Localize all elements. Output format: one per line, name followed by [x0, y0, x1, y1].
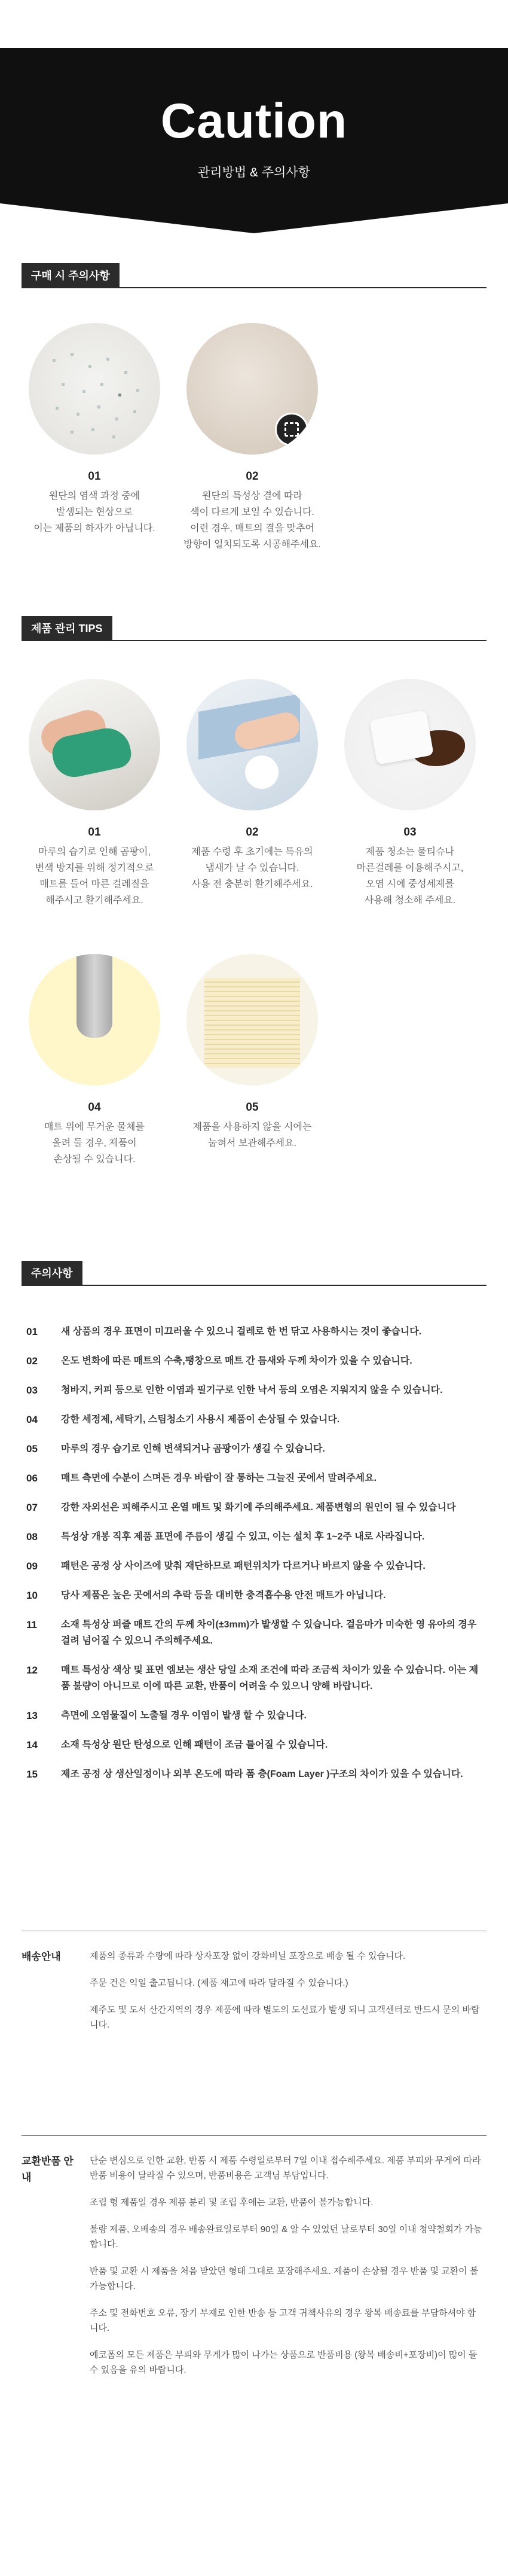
purchase-num-2: 02	[246, 470, 259, 483]
cleaning-image	[29, 679, 160, 810]
caution-item-text: 매트 특성상 색상 및 표면 엠보는 생산 당일 소재 조건에 따라 조금씩 차이가 있을 수 있습니다. 이는 제품 불량이 아니므로 이에 따른 교환, 반품이 어려울 수 있으니 양해 바랍니다.	[61, 1665, 479, 1691]
page-title: Caution	[160, 94, 348, 148]
caution-item	[26, 1382, 486, 1398]
caution-item-number: 05	[26, 1443, 38, 1455]
caution-item-text: 측면에 오염물질이 노출될 경우 이염이 발생 할 수 있습니다.	[61, 1711, 307, 1721]
care-desc-2: 제품 수령 후 초기에는 특유의 냄새가 날 수 있습니다. 사용 전 충분히 환기해주세요.	[191, 847, 313, 889]
caution-item-number: 04	[26, 1414, 38, 1425]
caution-item	[26, 1587, 486, 1603]
caution-item-text: 온도 변화에 따른 매트의 수축,팽창으로 매트 간 틈새와 두께 차이가 있을 수 있습니다.	[61, 1356, 412, 1366]
caution-item	[26, 1324, 486, 1340]
returns-para: 불량 제품, 오배송의 경우 배송완료일로부터 90일 & 알 수 있었던 날로부터 30일 이내 청약철회가 가능합니다.	[90, 2224, 482, 2249]
page-subtitle: 관리방법 & 주의사항	[198, 166, 310, 179]
care-card-1	[20, 679, 169, 909]
caution-item	[26, 1737, 486, 1753]
purchase-desc-2: 원단의 특성상 결에 따라 색이 다르게 보일 수 있습니다. 이런 경우, 매트의 결을 맞추어 방향이 일치되도록 시공해주세요.	[183, 491, 321, 550]
caution-item-number: 09	[26, 1560, 38, 1572]
air-icon	[245, 755, 279, 789]
caution-item	[26, 1766, 486, 1782]
shipping-body	[90, 1949, 484, 2044]
heavy-object-image	[29, 954, 160, 1086]
purchase-card-2	[178, 323, 327, 553]
section-divider	[22, 640, 486, 641]
care-desc-3: 제품 청소는 물티슈나 마른걸레를 이용해주시고, 오염 시에 중성세제를 사용해 청소해 주세요.	[356, 847, 464, 906]
caution-item	[26, 1470, 486, 1486]
shipping-para: 제주도 및 도서 산간지역의 경우 제품에 따라 별도의 도선료가 발생 되니 고객센터로 반드시 문의 바랍니다.	[90, 2005, 480, 2030]
caution-item-number: 01	[26, 1326, 38, 1337]
ventilation-image	[186, 679, 318, 810]
purchase-desc-1: 원단의 염색 과정 중에 발생되는 현상으로 이는 제품의 하자가 아닙니다.	[33, 491, 155, 534]
returns-para: 반품 및 교환 시 제품을 처음 받았던 형태 그대로 포장해주세요. 제품이 손상될 경우 반품 및 교환이 불가능합니다.	[90, 2266, 479, 2291]
caution-item-text: 제조 공정 상 생산일정이나 외부 온도에 따라 폼 층(Foam Layer )구조의 차이가 있을 수 있습니다.	[61, 1769, 463, 1779]
care-num-5: 05	[246, 1101, 259, 1114]
returns-para: 단순 변심으로 인한 교환, 반품 시 제품 수령일로부터 7일 이내 접수해주세요. 제품 부피와 무게에 따라 반품 비용이 달라질 수 있으며, 반품비용은 고객님 부담입니다.	[90, 2156, 481, 2181]
caution-item	[26, 1353, 486, 1369]
caution-item	[26, 1558, 486, 1574]
care-desc-5: 제품을 사용하지 않을 시에는 눕혀서 보관해주세요.	[192, 1122, 312, 1148]
caution-item-number: 14	[26, 1739, 38, 1751]
care-num-1: 01	[88, 826, 101, 839]
caution-item-number: 12	[26, 1665, 38, 1676]
caution-item	[26, 1412, 486, 1428]
returns-para: 조립 형 제품일 경우 제품 분리 및 조립 후에는 교환, 반품이 불가능합니다.	[90, 2197, 374, 2208]
care-desc-4: 매트 위에 무거운 물체를 올려 둘 경우, 제품이 손상될 수 있습니다.	[44, 1122, 145, 1164]
shipping-para: 주문 건은 익일 출고됩니다. (제품 재고에 따라 달라질 수 있습니다.)	[90, 1978, 348, 1988]
caution-item-text: 패턴은 공정 상 사이즈에 맞춰 재단하므로 패턴위치가 다르거나 바르지 않을 수 있습니다.	[61, 1561, 426, 1571]
care-desc-1: 마루의 습기로 인해 곰팡이, 변색 방지를 위해 정기적으로 매트를 들어 마른 걸레질을 해주시고 환기해주세요.	[35, 847, 154, 906]
caution-item	[26, 1499, 486, 1516]
purchase-card-1	[20, 323, 169, 536]
caution-item	[26, 1708, 486, 1724]
purchase-num-1: 01	[88, 470, 101, 483]
shipping-para: 제품의 종류과 수량에 따라 상자포장 없이 강화비닐 포장으로 배송 될 수 있습니다.	[90, 1951, 406, 1961]
caution-item-text: 소재 특성상 퍼즐 매트 간의 두께 차이(±3mm)가 발생할 수 있습니다. 걸음마가 미숙한 영 유아의 경우 걸려 넘어질 수 있으니 주의해주세요.	[61, 1620, 477, 1646]
care-num-3: 03	[403, 826, 417, 839]
care-card-3	[335, 679, 485, 909]
caution-item-text: 마루의 경우 습기로 인해 변색되거나 곰팡이가 생길 수 있습니다.	[61, 1444, 325, 1454]
caution-item	[26, 1662, 486, 1694]
caution-item-text: 당사 제품은 높은 곳에서의 추락 등을 대비한 충격흡수용 안전 매트가 아닙니다.	[61, 1590, 386, 1601]
header-arrow	[0, 203, 508, 233]
caution-item	[26, 1529, 486, 1545]
caution-item-text: 청바지, 커피 등으로 인한 이염과 필기구로 인한 낙서 등의 오염은 지워지지 않을 수 있습니다.	[61, 1385, 443, 1395]
caution-item	[26, 1441, 486, 1457]
section-divider	[22, 287, 486, 288]
stain-cleaning-image	[344, 679, 476, 810]
returns-para: 주소 및 전화번호 오류, 장기 부재로 인한 반송 등 고객 귀책사유의 경우 왕복 배송료를 부담하셔야 합니다.	[90, 2308, 476, 2333]
caution-item-text: 특성상 개봉 직후 제품 표면에 주름이 생길 수 있고, 이는 설치 후 1~2주 내로 사라집니다.	[61, 1532, 425, 1542]
care-card-2	[178, 679, 327, 892]
section-heading-purchase: 구매 시 주의사항	[22, 263, 120, 288]
section-divider	[22, 1285, 486, 1286]
caution-item-number: 10	[26, 1590, 38, 1601]
care-card-4	[20, 954, 169, 1167]
section-heading-caution: 주의사항	[22, 1261, 82, 1286]
caution-item-number: 03	[26, 1385, 38, 1396]
fabric-grain-image	[186, 323, 318, 455]
storage-image	[186, 954, 318, 1086]
returns-para: 예코폼의 모든 제품은 부피와 무게가 많이 나가는 상품으로 반품비용 (왕복 배송비+포장비)이 많이 들 수 있음을 유의 바랍니다.	[90, 2350, 478, 2375]
returns-body	[90, 2153, 484, 2389]
caution-item-number: 15	[26, 1769, 38, 1780]
returns-label: 교환반품 안내	[22, 2156, 74, 2183]
caution-item-number: 07	[26, 1502, 38, 1513]
caution-item-number: 13	[26, 1710, 38, 1721]
fabric-dye-image	[29, 323, 160, 455]
caution-item-number: 08	[26, 1531, 38, 1542]
caution-item-number: 02	[26, 1355, 38, 1367]
caution-item-number: 11	[26, 1619, 37, 1630]
care-num-4: 04	[88, 1101, 101, 1114]
care-num-2: 02	[246, 826, 259, 839]
caution-item-text: 매트 측면에 수분이 스며든 경우 바람이 잘 통하는 그늘진 곳에서 말려주세요.	[61, 1473, 377, 1483]
caution-item-text: 소재 특성상 원단 탄성으로 인해 패턴이 조금 틀어질 수 있습니다.	[61, 1740, 328, 1750]
care-card-5	[178, 954, 327, 1151]
caution-item	[26, 1617, 486, 1649]
caution-item-text: 강한 세정제, 세탁기, 스팀청소기 사용시 제품이 손상될 수 있습니다.	[61, 1414, 340, 1425]
caution-item-text: 강한 자외선은 피해주시고 온열 매트 및 화기에 주의해주세요. 제품변형의 원인이 될 수 있습니다	[61, 1502, 456, 1513]
caution-item-number: 06	[26, 1473, 38, 1484]
shipping-label: 배송안내	[22, 1951, 61, 1962]
section-heading-care: 제품 관리 TIPS	[22, 616, 112, 641]
divider	[22, 2135, 486, 2136]
caution-item-text: 새 상품의 경우 표면이 미끄러울 수 있으니 걸레로 한 번 닦고 사용하시는 것이 좋습니다.	[61, 1327, 422, 1337]
caution-list	[26, 1324, 486, 1795]
